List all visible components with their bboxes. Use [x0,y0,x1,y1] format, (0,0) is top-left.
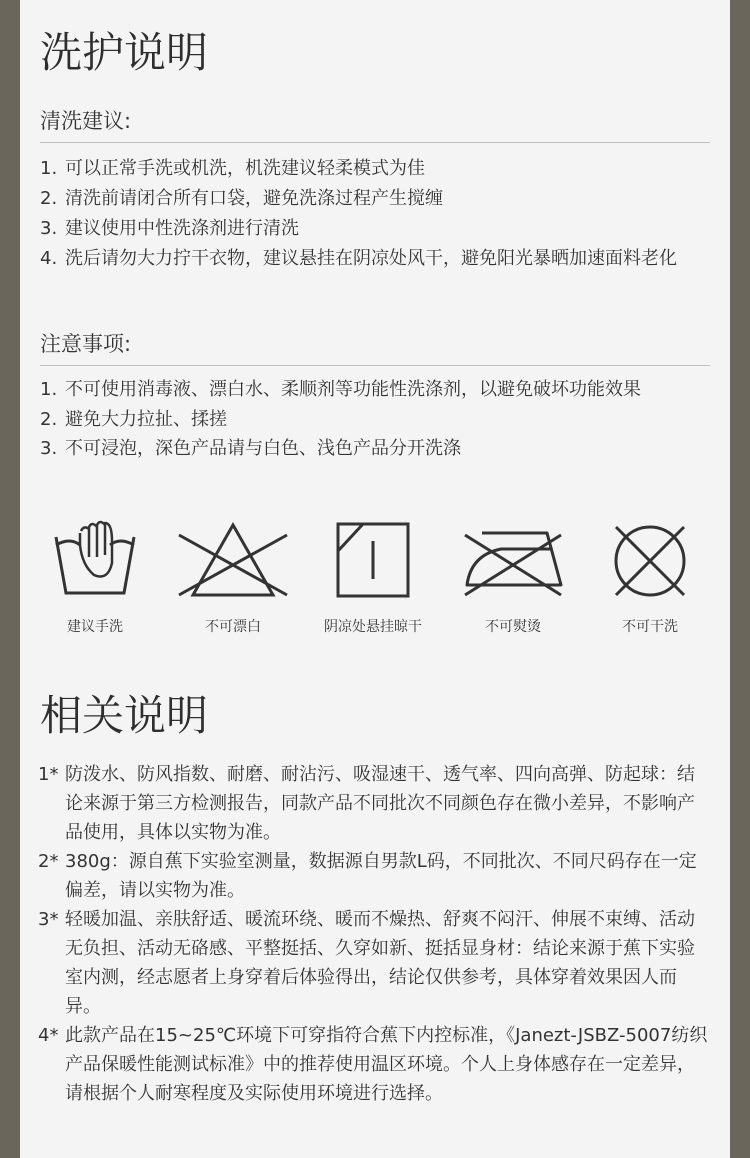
care-symbol-no-bleach [168,515,298,635]
list-item: 4* 此款产品在15~25℃环境下可穿指符合蕉下内控标准，《Janezt-JSBZ-5007纺织产品保暖性能测试标准》中的推荐使用温区环境。个人上身体感存在一定差异，请根据个人耐寒程度及实际使用环境进行选择。 [38,1025,708,1104]
care-symbol-label: 不可漂白 [205,619,261,635]
no-dry-clean-icon [610,515,690,600]
care-symbol-label: 不可干洗 [622,619,678,635]
related-notes [38,760,712,1108]
care-symbol-label: 不可熨烫 [485,619,541,635]
list-item: 3* 轻暖加温、亲肤舒适、暖流环绕、暖而不燥热、舒爽不闷汗、伸展不束缚、活动无负担、活动无硌感、平整挺括、久穿如新、挺括显身材：结论来源于蕉下实验室内测，经志愿者上身穿着后体验得出，结论仅供参考，具体穿着效果因人而异。 [38,909,695,1017]
care-symbol-hand-wash [30,515,160,635]
related-title: 相关说明 [40,691,209,740]
notice-heading: 注意事项: [40,332,132,356]
care-symbol-label: 阴凉处悬挂晾干 [324,619,422,635]
list-item: 2* 380g：源自蕉下实验室测量，数据源自男款L码，不同批次、不同尺码存在一定偏差，请以实物为准。 [38,851,697,901]
divider [40,142,710,143]
divider [40,365,710,366]
shade-dry-icon [333,515,413,600]
list-item: 2. 清洗前请闭合所有口袋，避免洗涤过程产生搅缠 [40,188,443,209]
no-iron-icon [457,515,569,600]
notice-list [40,375,712,464]
care-symbol-no-dry-clean [585,515,715,635]
list-item: 1. 可以正常手洗或机洗，机洗建议轻柔模式为佳 [40,158,425,179]
list-item: 2. 避免大力拉扯、揉搓 [40,408,227,430]
list-item: 1* 防泼水、防风指数、耐磨、耐沾污、吸湿速干、透气率、四向高弹、防起球：结论来源于第三方检测报告，同款产品不同批次不同颜色存在微小差异，不影响产品使用，具体以实物为准。 [38,764,695,843]
care-symbol-shade-dry [308,515,438,635]
care-title: 洗护说明 [40,28,209,77]
list-item: 4. 洗后请勿大力拧干衣物，建议悬挂在阴凉处风干，避免阳光暴晒加速面料老化 [40,248,677,269]
care-symbol-label: 建议手洗 [67,619,123,635]
hand-wash-icon [50,515,140,600]
washing-heading: 清洗建议: [40,109,132,133]
content-card [20,0,730,1158]
list-item: 3. 建议使用中性洗涤剂进行清洗 [40,218,299,239]
care-symbol-no-iron [448,515,578,635]
list-item: 3. 不可浸泡，深色产品请与白色、浅色产品分开洗涤 [40,438,461,459]
washing-list [40,154,712,274]
care-symbols [20,515,730,645]
no-bleach-icon [176,515,290,600]
list-item: 1. 不可使用消毒液、漂白水、柔顺剂等功能性洗涤剂，以避免破坏功能效果 [40,379,641,400]
